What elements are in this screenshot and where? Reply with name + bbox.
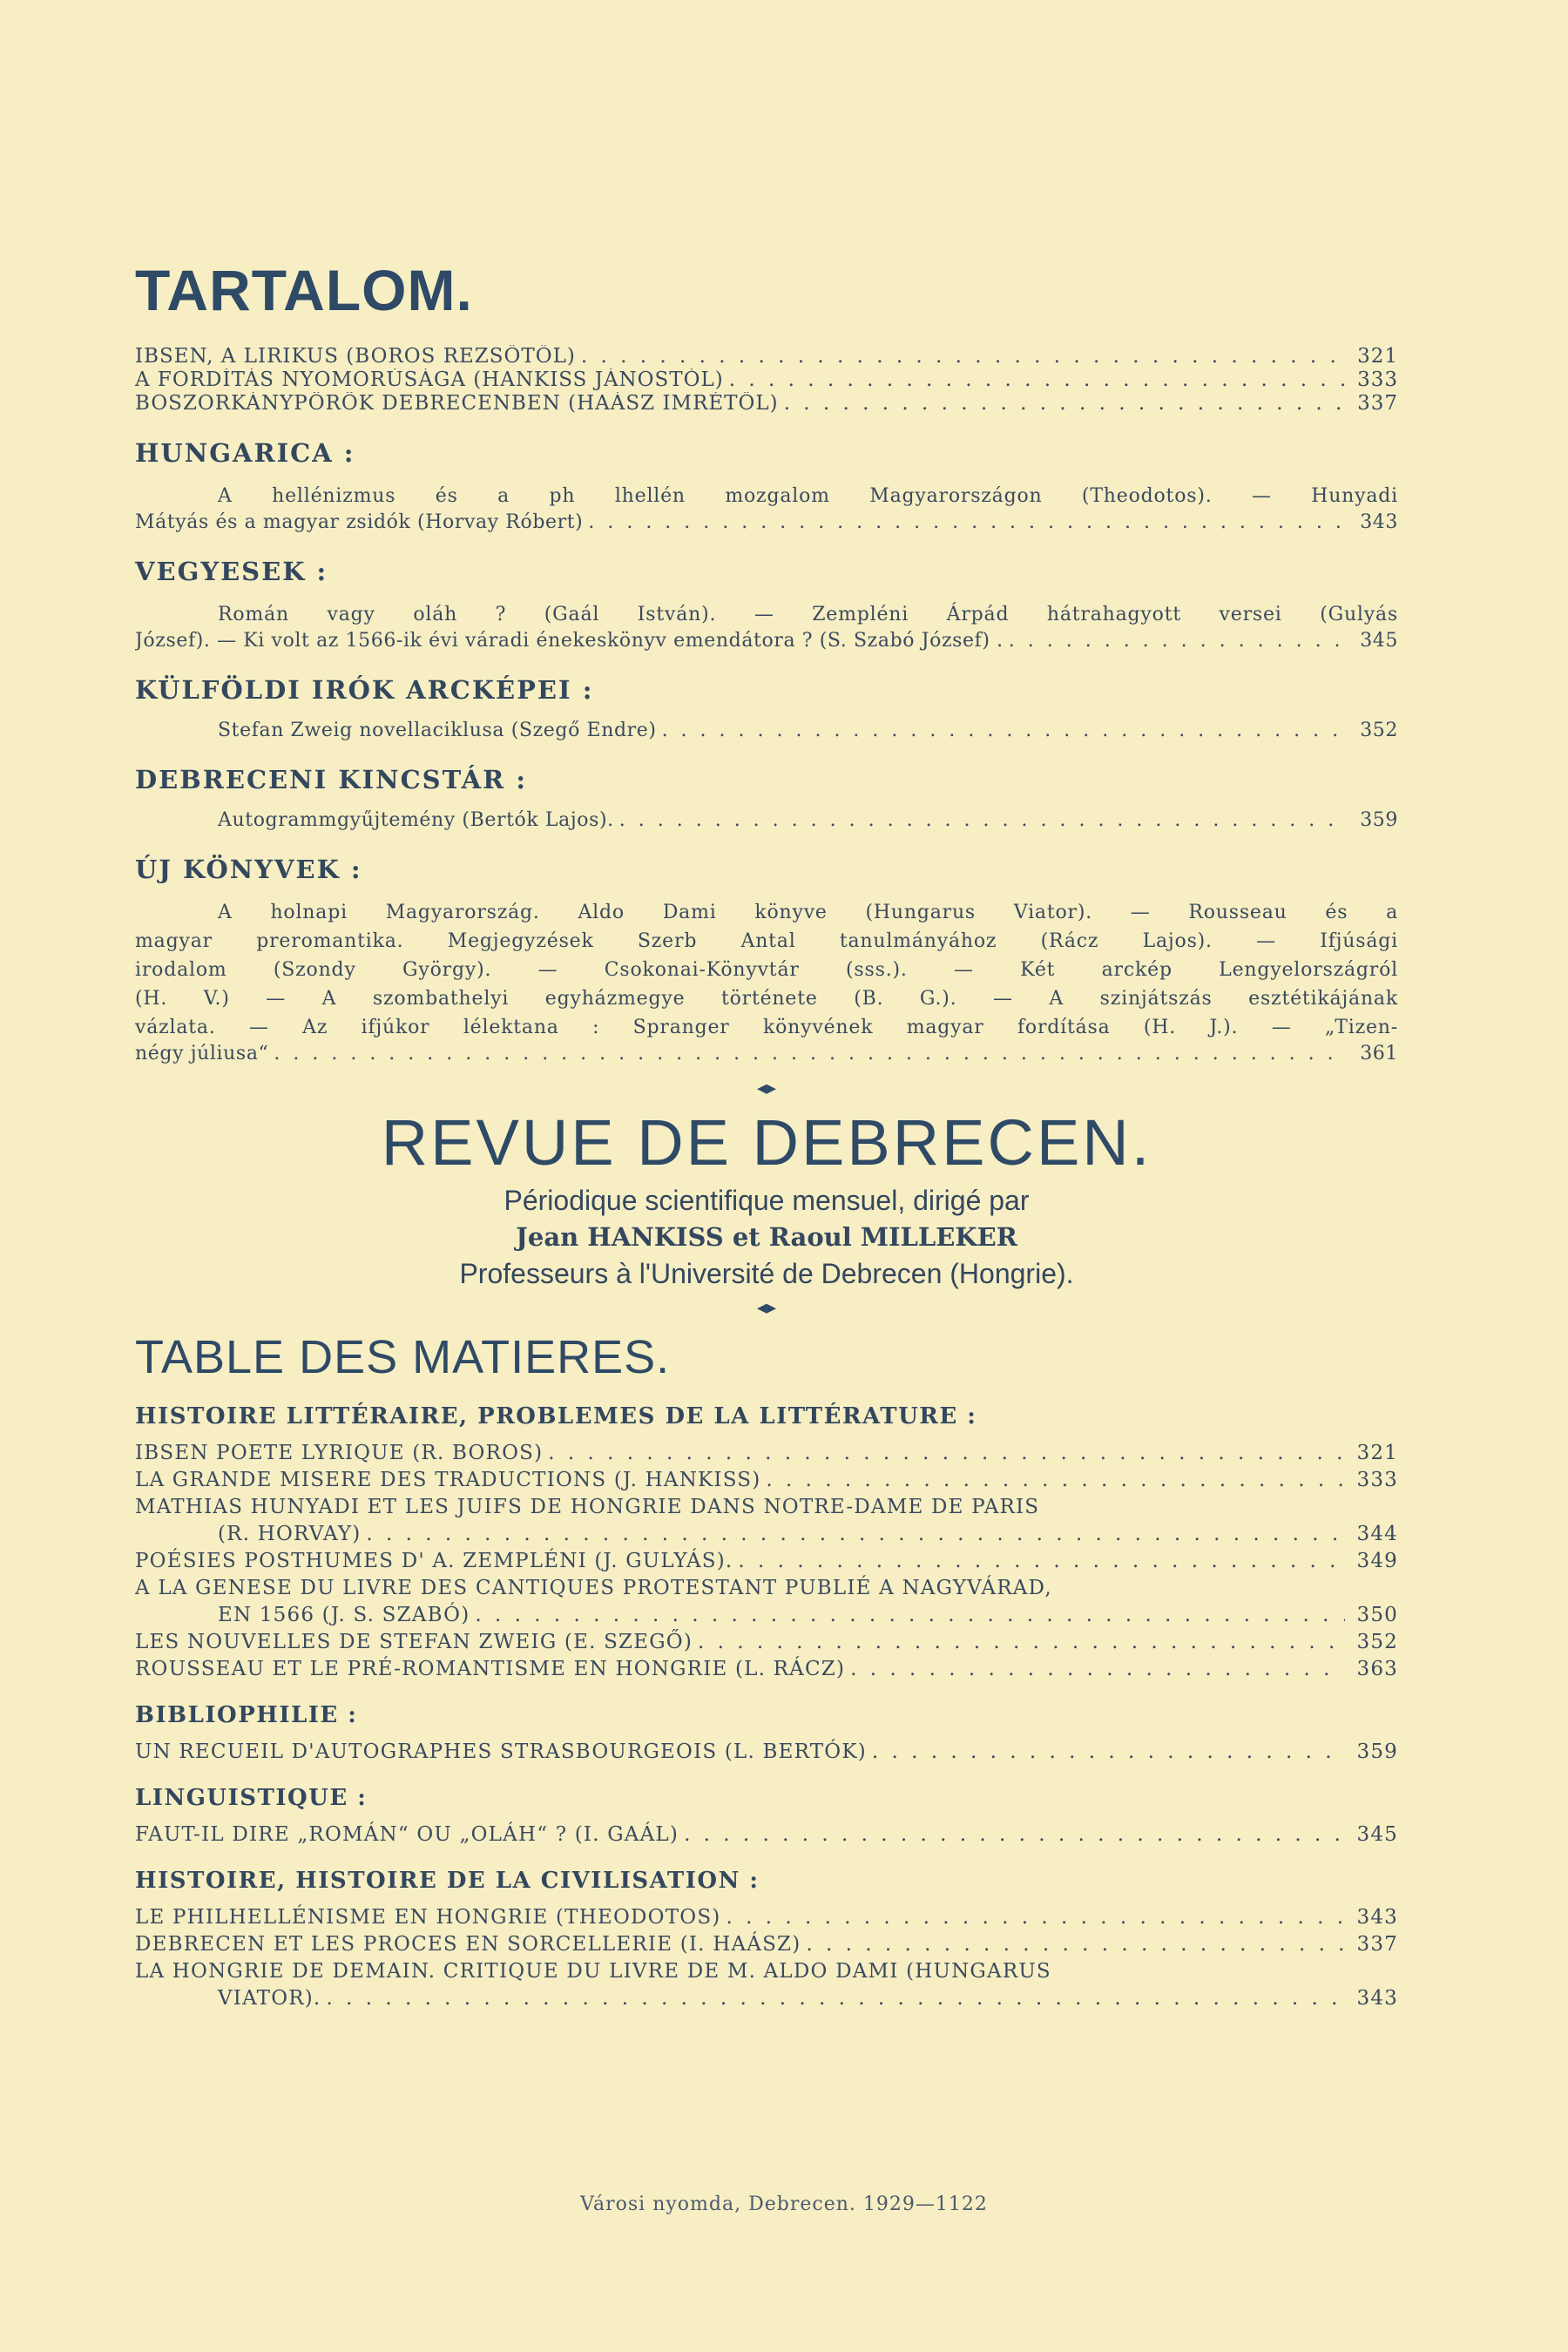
table-section-heading: HISTOIRE LITTÉRAIRE, PROBLEMES DE LA LITTÉRATURE :: [135, 1402, 977, 1429]
leader-dots: [548, 1440, 1345, 1467]
table-entry: [135, 1904, 1398, 1931]
toc-entry: [135, 392, 1398, 416]
table-entry-page: 349: [1356, 1549, 1398, 1572]
section-last-line: [135, 719, 1398, 742]
toc-entry-page: 333: [1357, 368, 1398, 391]
table-entry-text: LA HONGRIE DE DEMAIN. CRITIQUE DU LIVRE DE M. ALDO DAMI (HUNGARUS: [135, 1959, 1051, 1983]
table-entry: [135, 1958, 1398, 1985]
leader-dots: [274, 1042, 1345, 1065]
section-last-line: [135, 808, 1398, 832]
table-entry: [135, 1494, 1398, 1521]
table-entry-text: VIATOR).: [218, 1986, 321, 2010]
toc-entry-text: BOSZORKÁNYPÖRÖK DEBRECENBEN (HAÁSZ IMRÉTŐL): [135, 392, 779, 415]
table-entry-continuation: [135, 1985, 1398, 2012]
toc-entry-text: IBSEN, A LIRIKUS (BOROS REZSŐTŐL): [135, 345, 576, 368]
table-entry: [135, 1548, 1398, 1575]
table-entry: [135, 1440, 1398, 1467]
section-body: [135, 600, 1398, 629]
table-entry-text: A LA GENESE DU LIVRE DES CANTIQUES PROTESTANT PUBLIÉ A NAGYVÁRAD,: [135, 1576, 1052, 1599]
table-entry-text: IBSEN POETE LYRIQUE (R. BOROS): [135, 1441, 544, 1464]
section-heading: ÚJ KÖNYVEK :: [135, 855, 362, 884]
ornament-divider: ◂▸: [756, 1296, 777, 1319]
section-last-text: Mátyás és a magyar zsidók (Horvay Róbert): [135, 511, 584, 533]
table-entry-text: FAUT-IL DIRE „ROMÁN“ OU „OLÁH“ ? (I. GAÁL): [135, 1822, 679, 1846]
table-entry-continuation: [135, 1602, 1398, 1629]
table-entry-page: 337: [1356, 1932, 1398, 1956]
table-entry-text: EN 1566 (J. S. SZABÓ): [218, 1603, 470, 1626]
leader-dots: [326, 1985, 1345, 2012]
document-page: [135, 258, 1398, 2012]
table-entry: [135, 1931, 1398, 1958]
leader-dots: [872, 1739, 1345, 1766]
revue-line-1: Périodique scientifique mensuel, dirigé par: [504, 1184, 1030, 1216]
leader-dots: [784, 392, 1345, 416]
leader-dots: [475, 1602, 1345, 1629]
toc-entry: [135, 368, 1398, 392]
section-heading: VEGYESEK :: [135, 557, 328, 586]
section-line: A hellénizmus és a ph lhellén mozgalom Magyarországon (Theodotos). — Hunyadi: [218, 485, 1398, 507]
table-entry: [135, 1575, 1398, 1602]
section-line: irodalom (Szondy György). — Csokonai-Könyvtár (sss.). — Két arckép Lengyelországról: [135, 959, 1398, 981]
section-last-line: [135, 510, 1398, 534]
leader-dots: [619, 808, 1345, 832]
leader-dots: [684, 1821, 1345, 1848]
table-entry-page: 343: [1356, 1986, 1398, 2010]
section-page: 343: [1360, 511, 1398, 533]
table-entry: [135, 1467, 1398, 1494]
section-page: 359: [1360, 809, 1398, 831]
table-entry-text: POÉSIES POSTHUMES D' A. ZEMPLÉNI (J. GULYÁS).: [135, 1549, 733, 1572]
toc-entry: [135, 345, 1398, 368]
tartalom-title: TARTALOM.: [135, 258, 473, 322]
table-entry-page: 344: [1356, 1522, 1398, 1545]
table-entry: [135, 1739, 1398, 1766]
section-last-text: Stefan Zweig novellaciklusa (Szegő Endre): [218, 720, 657, 741]
leader-dots: [806, 1931, 1345, 1958]
revue-line-3: Professeurs à l'Université de Debrecen (Hongrie).: [459, 1257, 1074, 1289]
table-entry-text: ROUSSEAU ET LE PRÉ-ROMANTISME EN HONGRIE (L. RÁCZ): [135, 1657, 846, 1680]
leader-dots: [1009, 629, 1345, 652]
section-line: magyar preromantika. Megjegyzések Szerb Antal tanulmányához (Rácz Lajos). — Ifjúsági: [135, 930, 1398, 952]
section-line: A holnapi Magyarország. Aldo Dami könyve (Hungarus Viator). — Rousseau és a: [218, 902, 1398, 923]
table-entry-page: 363: [1356, 1657, 1398, 1680]
table-entry-text: LE PHILHELLÉNISME EN HONGRIE (THEODOTOS): [135, 1905, 721, 1929]
tartalom-top-entries: [135, 345, 1398, 416]
section-body: [135, 898, 1398, 1042]
printer-imprint: Városi nyomda, Debrecen. 1929—1122: [580, 2193, 988, 2215]
section-last-text: Autogrammgyűjtemény (Bertók Lajos).: [218, 809, 614, 831]
section-page: 345: [1360, 630, 1398, 652]
ornament-divider: ◂▸: [756, 1078, 777, 1099]
table-entry-text: MATHIAS HUNYADI ET LES JUIFS DE HONGRIE DANS NOTRE-DAME DE PARIS: [135, 1495, 1040, 1518]
section-line: vázlata. — Az ifjúkor lélektana : Spranger könyvének magyar fordítása (H. J.). — „Tizen-: [135, 1017, 1398, 1038]
leader-dots: [766, 1467, 1345, 1494]
table-entry-page: 333: [1356, 1468, 1398, 1491]
table-entry: [135, 1629, 1398, 1656]
table-entry: [135, 1656, 1398, 1683]
table-entry-text: LA GRANDE MISERE DES TRADUCTIONS (J. HANKISS): [135, 1468, 761, 1491]
section-last-text: négy júliusa“: [135, 1043, 269, 1064]
leader-dots: [738, 1548, 1345, 1575]
table-section-heading: BIBLIOPHILIE :: [135, 1701, 358, 1728]
table-section-heading: HISTOIRE, HISTOIRE DE LA CIVILISATION :: [135, 1867, 760, 1894]
leader-dots: [366, 1521, 1345, 1548]
leader-dots: [581, 345, 1345, 368]
revue-title: REVUE DE DEBRECEN.: [381, 1106, 1152, 1179]
section-body: [135, 482, 1398, 510]
toc-entry-page: 321: [1357, 345, 1398, 368]
leader-dots: [729, 368, 1345, 392]
table-entry-page: 350: [1356, 1603, 1398, 1626]
section-last-text: József). — Ki volt az 1566-ik évi váradi énekeskönyv emendátora ? (S. Szabó József) .: [135, 630, 1004, 652]
table-entry-page: 345: [1356, 1822, 1398, 1846]
table-title: TABLE DES MATIERES.: [135, 1330, 671, 1383]
table-entry: [135, 1821, 1398, 1848]
table-entry-page: 352: [1356, 1630, 1398, 1653]
section-heading: HUNGARICA :: [135, 438, 355, 468]
leader-dots: [698, 1629, 1345, 1656]
leader-dots: [726, 1904, 1345, 1931]
leader-dots: [588, 510, 1345, 534]
section-page: 361: [1360, 1043, 1398, 1064]
section-heading: DEBRECENI KINCSTÁR :: [135, 765, 528, 794]
section-page: 352: [1360, 720, 1398, 741]
table-entry-text: LES NOUVELLES DE STEFAN ZWEIG (E. SZEGŐ): [135, 1630, 693, 1653]
leader-dots: [850, 1656, 1345, 1683]
table-section-heading: LINGUISTIQUE :: [135, 1784, 368, 1811]
section-last-line: [135, 1042, 1398, 1065]
section-line: Román vagy oláh ? (Gaál István). — Zempléni Árpád hátrahagyott versei (Gulyás: [218, 604, 1398, 625]
table-entry-text: UN RECUEIL D'AUTOGRAPHES STRASBOURGEOIS (L. BERTÓK): [135, 1740, 867, 1763]
section-last-line: [135, 629, 1398, 652]
section-heading: KÜLFÖLDI IRÓK ARCKÉPEI :: [135, 675, 594, 705]
table-entry-text: DEBRECEN ET LES PROCES EN SORCELLERIE (I. HAÁSZ): [135, 1932, 801, 1956]
section-line: (H. V.) — A szombathelyi egyházmegye története (B. G.). — A szinjátszás esztétikájának: [135, 988, 1398, 1010]
leader-dots: [662, 719, 1345, 742]
table-entry-continuation: [135, 1521, 1398, 1548]
table-entry-page: 359: [1356, 1740, 1398, 1763]
toc-entry-text: A FORDÍTÁS NYOMORÚSÁGA (HANKISS JÁNOSTÓL): [135, 368, 724, 391]
table-entry-text: (R. HORVAY): [218, 1522, 362, 1545]
table-entry-page: 343: [1356, 1905, 1398, 1929]
table-entry-page: 321: [1356, 1441, 1398, 1464]
revue-editors: Jean HANKISS et Raoul MILLEKER: [516, 1221, 1017, 1252]
toc-entry-page: 337: [1357, 392, 1398, 415]
